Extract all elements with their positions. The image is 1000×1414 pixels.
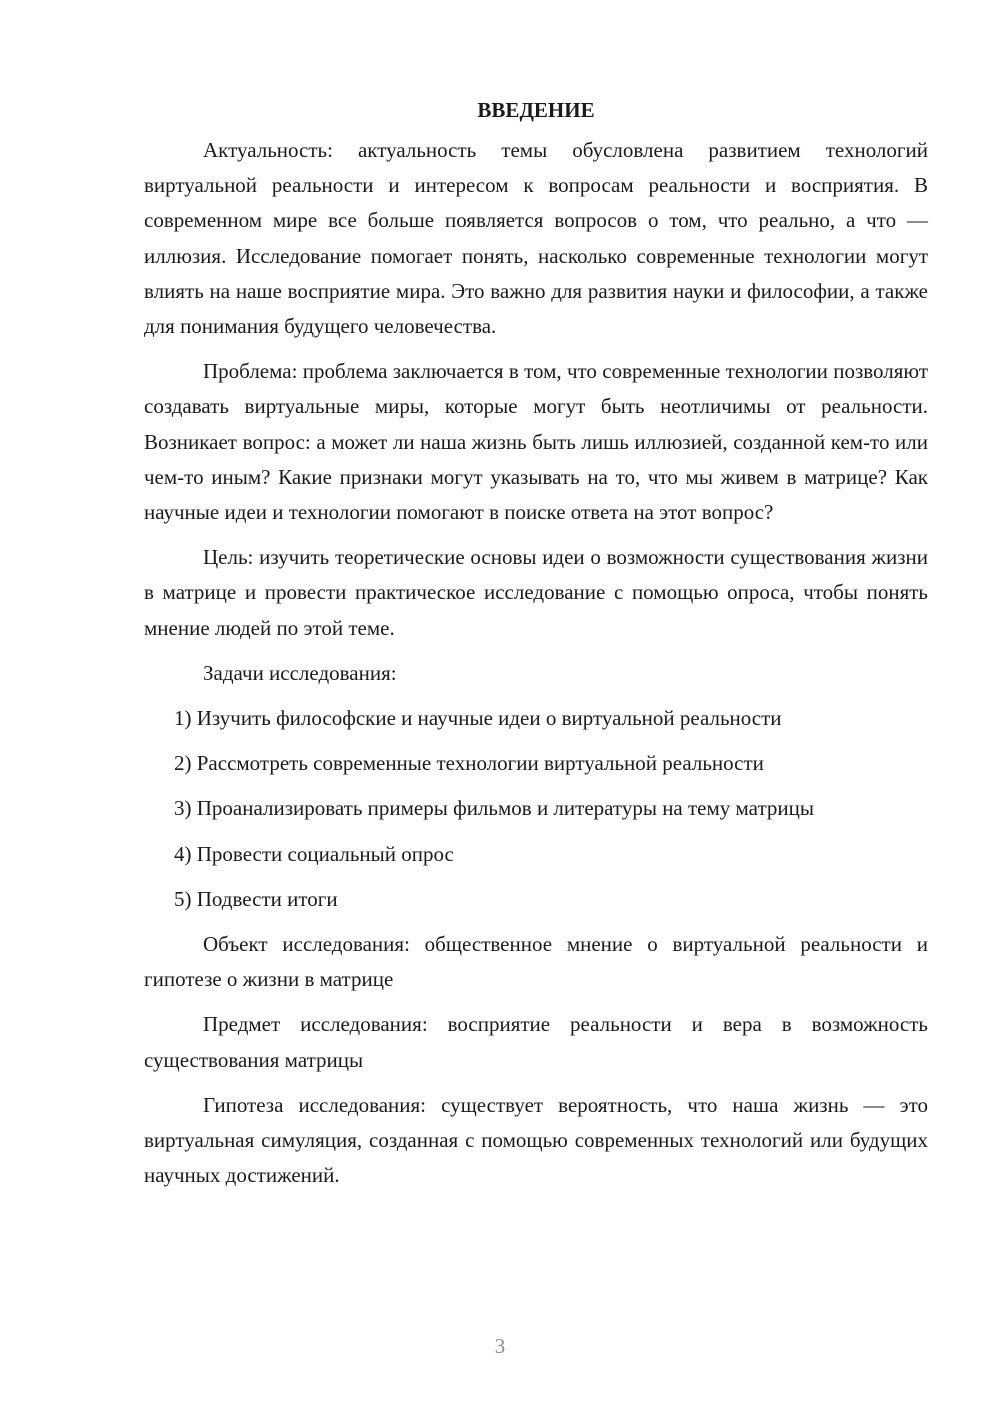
paragraph-subject: Предмет исследования: восприятие реальности и вера в возможность существования матрицы: [144, 1012, 928, 1072]
paragraph-hypothesis: Гипотеза исследования: существует вероятность, что наша жизнь — это виртуальная симуляция, созданная с помощью современных технологий или будущих научных достижений.: [144, 1092, 928, 1188]
task-item: 4) Провести социальный опрос: [174, 841, 454, 866]
task-item: 5) Подвести итоги: [174, 886, 338, 911]
page-number: 3: [494, 1334, 506, 1358]
task-item: 2) Рассмотреть современные технологии виртуальной реальности: [174, 751, 764, 776]
page-title: ВВЕДЕНИЕ: [477, 98, 595, 122]
task-item: 3) Проанализировать примеры фильмов и литературы на тему матрицы: [174, 796, 814, 821]
task-item: 1) Изучить философские и научные идеи о виртуальной реальности: [174, 706, 782, 731]
paragraph-problem: Проблема: проблема заключается в том, что современные технологии позволяют создавать виртуальные миры, которые могут быть неотличимы от реальности. Возникает вопрос: а может ли наша жизнь быть лишь иллюзией, созданной кем-то или чем-то иным? Какие признаки могут указывать на то, что мы живем в матрице? Как научные идеи и технологии помогают в поиске ответа на этот вопрос?: [144, 359, 928, 525]
page-content: [144, 93, 928, 1203]
paragraph-goal: Цель: изучить теоретические основы идеи о возможности существования жизни в матрице и провести практическое исследование с помощью опроса, чтобы понять мнение людей по этой теме.: [144, 545, 928, 640]
tasks-heading: Задачи исследования:: [203, 660, 397, 685]
paragraph-object: Объект исследования: общественное мнение о виртуальной реальности и гипотезе о жизни в матрице: [144, 932, 928, 992]
paragraph-relevance: Актуальность: актуальность темы обусловлена развитием технологий виртуальной реальности и интересом к вопросам реальности и восприятия. В современном мире все больше появляется вопросов о том, что реально, а что — иллюзия. Исследование помогает понять, насколько современные технологии могут влиять на наше восприятие мира. Это важно для развития науки и философии, а также для понимания будущего человечества.: [144, 138, 928, 339]
